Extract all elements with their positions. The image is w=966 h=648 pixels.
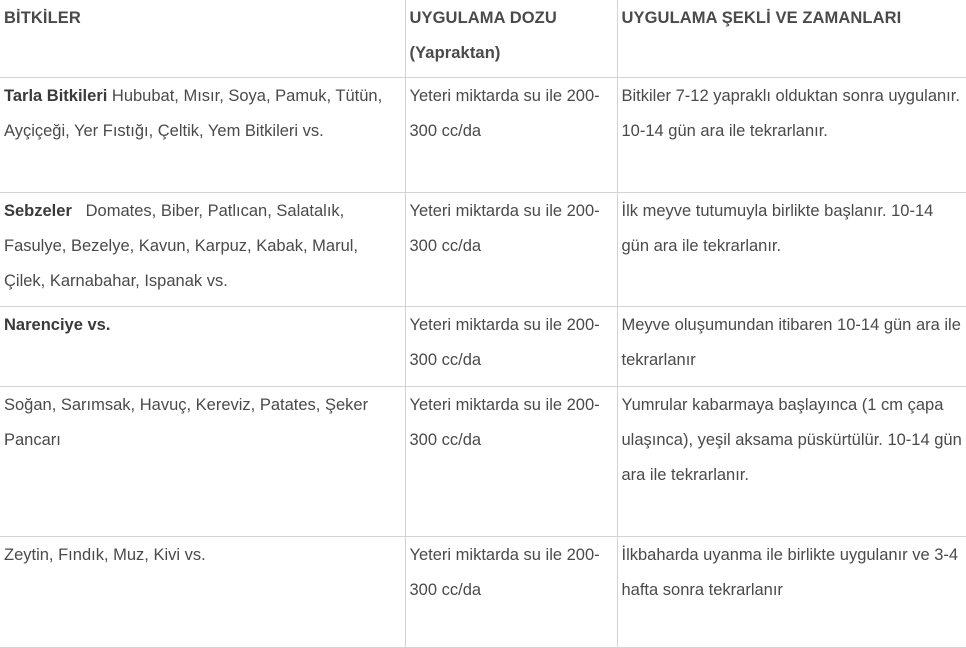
header-dose [405,0,617,77]
header-method-label: UYGULAMA ŞEKLİ VE ZAMANLARI [621,9,902,27]
crop-cell [0,77,405,192]
method-text: Yumrular kabarmaya başlayınca (1 cm çapa ulaşınca), yeşil aksama püskürtülür. 10-14 gün ara ile tekrarlanır. [621,395,962,484]
crop-list: Domates, Biber, Patlıcan, Salatalık, Fasulye, Bezelye, Kavun, Karpuz, Kabak, Marul, Çilek, Karnabahar, Ispanak vs. [4,201,363,290]
crop-group-name: Narenciye vs. [4,315,111,334]
method-cell [617,306,966,386]
dose-text: Yeteri miktarda su ile 200-300 cc/da [409,395,600,449]
crop-group-name: Sebzeler [4,201,72,220]
dose-text: Yeteri miktarda su ile 200-300 cc/da [409,201,600,255]
header-method [617,0,966,77]
crop-list: Soğan, Sarımsak, Havuç, Kereviz, Patates, Şeker Pancarı [4,395,369,449]
crop-list: Hububat, Mısır, Soya, Pamuk, Tütün, Ayçiçeği, Yer Fıstığı, Çeltik, Yem Bitkileri vs. [4,86,383,140]
table-row [0,306,966,386]
table-row [0,77,966,192]
header-dose-sublabel: (Yapraktan) [409,44,501,62]
table-row [0,192,966,306]
dose-cell [405,386,617,536]
crop-cell [0,306,405,386]
dose-cell [405,536,617,647]
method-text: Meyve oluşumundan itibaren 10-14 gün ara ile tekrarlanır [621,315,961,369]
method-text: Bitkiler 7-12 yapraklı olduktan sonra uygulanır. 10-14 gün ara ile tekrarlanır. [621,86,960,140]
header-dose-label: UYGULAMA DOZU [409,9,557,27]
table-header-row [0,0,966,77]
method-cell [617,536,966,647]
dose-text: Yeteri miktarda su ile 200-300 cc/da [409,86,600,140]
header-crops [0,0,405,77]
crop-cell [0,192,405,306]
method-cell [617,77,966,192]
dose-text: Yeteri miktarda su ile 200-300 cc/da [409,545,600,599]
table-row [0,536,966,647]
crop-group-name: Tarla Bitkileri [4,86,108,105]
method-cell [617,386,966,536]
crop-cell [0,536,405,647]
table-row [0,386,966,536]
crop-cell [0,386,405,536]
header-crops-label: BİTKİLER [4,9,81,27]
dose-cell [405,306,617,386]
crop-list: Zeytin, Fındık, Muz, Kivi vs. [4,545,206,564]
method-text: İlk meyve tutumuyla birlikte başlanır. 10-14 gün ara ile tekrarlanır. [621,201,934,255]
method-text: İlkbaharda uyanma ile birlikte uygulanır ve 3-4 hafta sonra tekrarlanır [621,545,959,599]
method-cell [617,192,966,306]
dose-text: Yeteri miktarda su ile 200-300 cc/da [409,315,600,369]
dose-cell [405,77,617,192]
dose-cell [405,192,617,306]
